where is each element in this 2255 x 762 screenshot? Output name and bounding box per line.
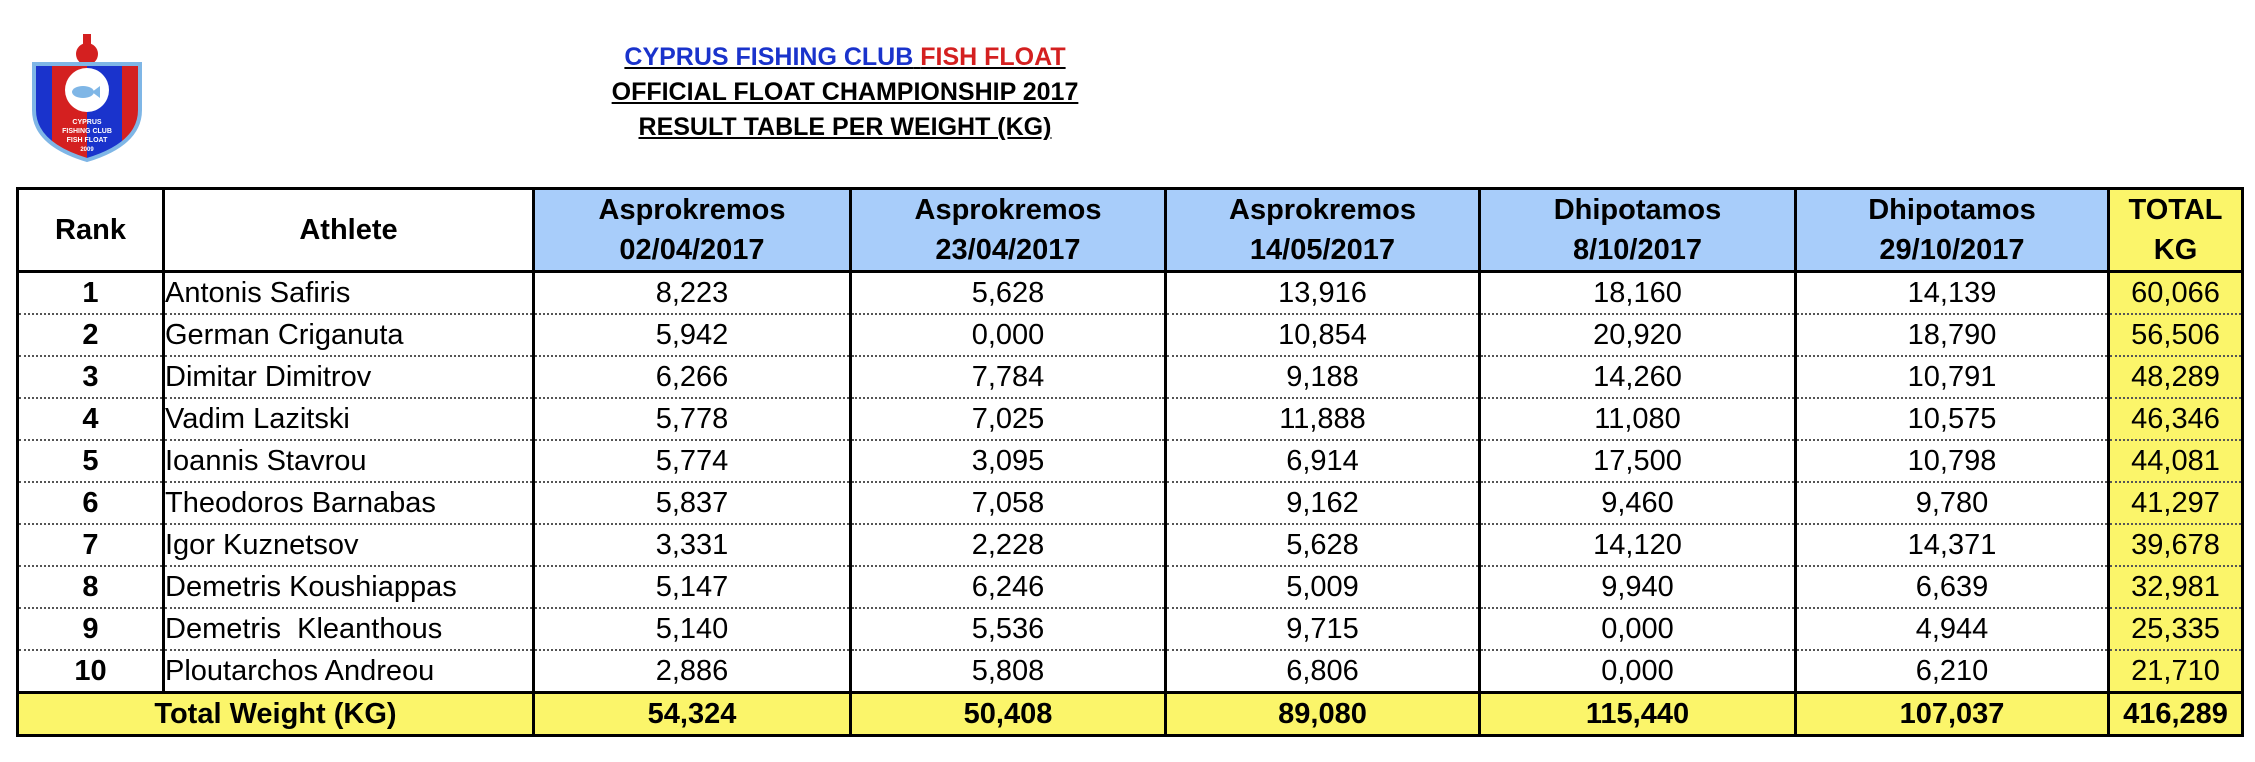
total-unit: KG xyxy=(2153,234,2198,266)
table-header-row xyxy=(18,189,2243,272)
document-header xyxy=(0,40,1690,145)
cell-rank: 10 xyxy=(18,650,164,693)
header-rank: Rank xyxy=(18,189,164,272)
cell-event-1: 5,778 xyxy=(534,398,851,440)
cell-total: 46,346 xyxy=(2109,398,2243,440)
header-event-4 xyxy=(1480,189,1796,272)
logo-line-1: CYPRUS xyxy=(72,119,102,126)
results-table xyxy=(16,187,2244,737)
logo-line-4: 2009 xyxy=(80,147,94,153)
cell-rank: 3 xyxy=(18,356,164,398)
cell-event-2: 7,784 xyxy=(851,356,1166,398)
club-name-line xyxy=(0,40,1690,75)
cell-event-2: 2,228 xyxy=(851,524,1166,566)
cell-athlete: Dimitar Dimitrov xyxy=(164,356,534,398)
cell-event-4: 0,000 xyxy=(1480,608,1796,650)
cell-event-5: 9,780 xyxy=(1796,482,2109,524)
cell-event-3: 11,888 xyxy=(1166,398,1480,440)
cell-event-5: 4,944 xyxy=(1796,608,2109,650)
table-row xyxy=(18,566,2243,608)
cell-event-1: 5,147 xyxy=(534,566,851,608)
cell-event-1: 2,886 xyxy=(534,650,851,693)
cell-event-4: 20,920 xyxy=(1480,314,1796,356)
table-row xyxy=(18,398,2243,440)
logo-line-2: FISHING CLUB xyxy=(62,128,112,135)
cell-event-4: 17,500 xyxy=(1480,440,1796,482)
event-venue: Dhipotamos xyxy=(1553,194,1722,226)
cell-rank: 6 xyxy=(18,482,164,524)
footer-event-1: 54,324 xyxy=(534,693,851,736)
cell-event-5: 6,639 xyxy=(1796,566,2109,608)
cell-rank: 7 xyxy=(18,524,164,566)
cell-total: 60,066 xyxy=(2109,272,2243,315)
table-row xyxy=(18,272,2243,315)
cell-event-1: 5,140 xyxy=(534,608,851,650)
cell-event-4: 11,080 xyxy=(1480,398,1796,440)
cell-event-3: 6,806 xyxy=(1166,650,1480,693)
table-row xyxy=(18,608,2243,650)
cell-event-2: 7,025 xyxy=(851,398,1166,440)
event-venue: Asprokremos xyxy=(1229,194,1416,226)
cell-event-3: 5,009 xyxy=(1166,566,1480,608)
table-row xyxy=(18,650,2243,693)
cell-rank: 8 xyxy=(18,566,164,608)
event-venue: Dhipotamos xyxy=(1868,194,2036,226)
cell-athlete: Ioannis Stavrou xyxy=(164,440,534,482)
cell-athlete: Ploutarchos Andreou xyxy=(164,650,534,693)
cell-event-2: 5,628 xyxy=(851,272,1166,315)
cell-event-2: 7,058 xyxy=(851,482,1166,524)
cell-total: 41,297 xyxy=(2109,482,2243,524)
cell-event-2: 5,536 xyxy=(851,608,1166,650)
cell-rank: 4 xyxy=(18,398,164,440)
cell-event-4: 14,260 xyxy=(1480,356,1796,398)
cell-event-5: 18,790 xyxy=(1796,314,2109,356)
logo-line-3: FISH FLOAT xyxy=(66,137,108,144)
cell-athlete: German Criganuta xyxy=(164,314,534,356)
cell-event-3: 6,914 xyxy=(1166,440,1480,482)
cell-event-4: 9,940 xyxy=(1480,566,1796,608)
cell-event-4: 18,160 xyxy=(1480,272,1796,315)
cell-athlete: Theodoros Barnabas xyxy=(164,482,534,524)
footer-event-2: 50,408 xyxy=(851,693,1166,736)
cell-event-1: 3,331 xyxy=(534,524,851,566)
event-date: 02/04/2017 xyxy=(619,234,765,266)
cell-athlete: Demetris Koushiappas xyxy=(164,566,534,608)
cell-event-1: 5,942 xyxy=(534,314,851,356)
cell-event-4: 0,000 xyxy=(1480,650,1796,693)
event-venue: Asprokremos xyxy=(914,194,1102,226)
club-name: CYPRUS FISHING CLUB xyxy=(624,43,914,71)
total-label: TOTAL xyxy=(2128,194,2223,226)
footer-label: Total Weight (KG) xyxy=(18,693,534,736)
footer-event-5: 107,037 xyxy=(1796,693,2109,736)
table-row xyxy=(18,314,2243,356)
event-date: 29/10/2017 xyxy=(1879,234,2025,266)
cell-total: 56,506 xyxy=(2109,314,2243,356)
cell-total: 25,335 xyxy=(2109,608,2243,650)
cell-rank: 9 xyxy=(18,608,164,650)
results-subtitle: RESULT TABLE PER WEIGHT (KG) xyxy=(638,113,1052,141)
cell-total: 44,081 xyxy=(2109,440,2243,482)
cell-event-3: 9,715 xyxy=(1166,608,1480,650)
cell-total: 21,710 xyxy=(2109,650,2243,693)
table-row xyxy=(18,524,2243,566)
table-row xyxy=(18,482,2243,524)
cell-event-5: 14,139 xyxy=(1796,272,2109,315)
footer-event-3: 89,080 xyxy=(1166,693,1480,736)
cell-event-5: 14,371 xyxy=(1796,524,2109,566)
cell-total: 32,981 xyxy=(2109,566,2243,608)
footer-total: 416,289 xyxy=(2109,693,2243,736)
cell-event-2: 0,000 xyxy=(851,314,1166,356)
cell-athlete: Demetris Kleanthous xyxy=(164,608,534,650)
championship-title: OFFICIAL FLOAT CHAMPIONSHIP 2017 xyxy=(611,78,1079,106)
cell-rank: 5 xyxy=(18,440,164,482)
table-footer-row xyxy=(18,693,2243,736)
cell-event-3: 9,188 xyxy=(1166,356,1480,398)
event-venue: Asprokremos xyxy=(598,194,786,226)
club-subname: FISH FLOAT xyxy=(920,43,1066,71)
cell-event-2: 3,095 xyxy=(851,440,1166,482)
cell-rank: 1 xyxy=(18,272,164,315)
event-date: 8/10/2017 xyxy=(1572,234,1702,266)
cell-event-4: 14,120 xyxy=(1480,524,1796,566)
cell-event-5: 10,798 xyxy=(1796,440,2109,482)
cell-event-2: 5,808 xyxy=(851,650,1166,693)
cell-event-3: 9,162 xyxy=(1166,482,1480,524)
cell-event-1: 5,774 xyxy=(534,440,851,482)
cell-event-5: 6,210 xyxy=(1796,650,2109,693)
header-total xyxy=(2109,189,2243,272)
cell-event-3: 10,854 xyxy=(1166,314,1480,356)
cell-event-3: 13,916 xyxy=(1166,272,1480,315)
table-row xyxy=(18,356,2243,398)
cell-event-1: 8,223 xyxy=(534,272,851,315)
footer-event-4: 115,440 xyxy=(1480,693,1796,736)
cell-event-1: 6,266 xyxy=(534,356,851,398)
header-event-2 xyxy=(851,189,1166,272)
cell-event-2: 6,246 xyxy=(851,566,1166,608)
event-date: 14/05/2017 xyxy=(1249,234,1396,266)
cell-athlete: Igor Kuznetsov xyxy=(164,524,534,566)
cell-total: 39,678 xyxy=(2109,524,2243,566)
cell-event-3: 5,628 xyxy=(1166,524,1480,566)
cell-athlete: Vadim Lazitski xyxy=(164,398,534,440)
header-event-5 xyxy=(1796,189,2109,272)
event-date: 23/04/2017 xyxy=(935,234,1081,266)
cell-event-4: 9,460 xyxy=(1480,482,1796,524)
cell-total: 48,289 xyxy=(2109,356,2243,398)
header-athlete: Athlete xyxy=(164,189,534,272)
cell-event-5: 10,791 xyxy=(1796,356,2109,398)
cell-rank: 2 xyxy=(18,314,164,356)
table-row xyxy=(18,440,2243,482)
cell-event-1: 5,837 xyxy=(534,482,851,524)
header-event-3 xyxy=(1166,189,1480,272)
header-event-1 xyxy=(534,189,851,272)
cell-event-5: 10,575 xyxy=(1796,398,2109,440)
cell-athlete: Antonis Safiris xyxy=(164,272,534,315)
